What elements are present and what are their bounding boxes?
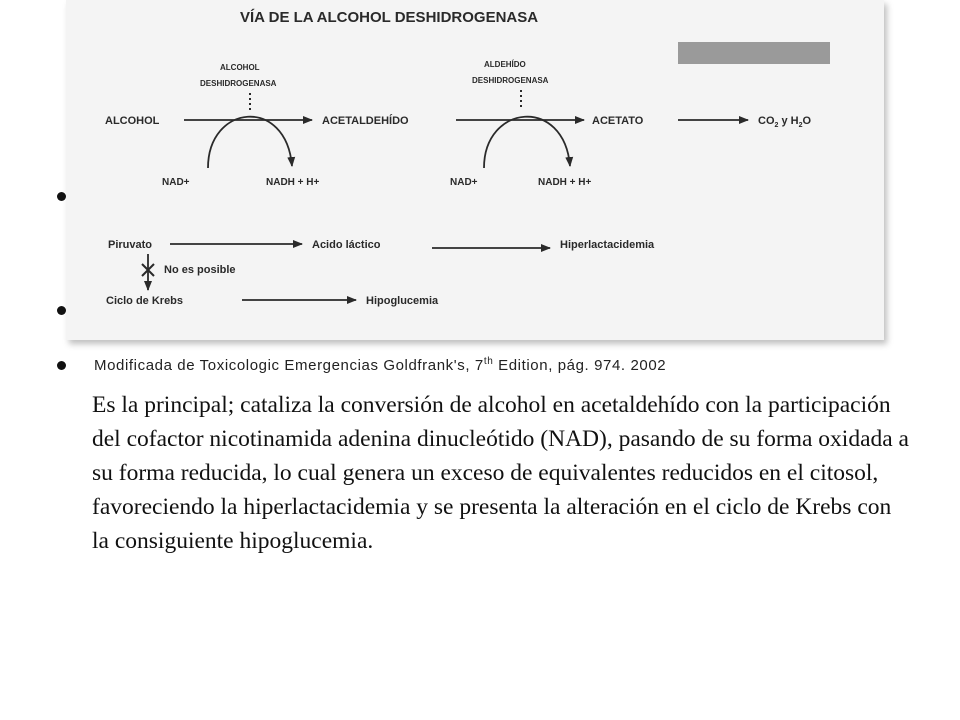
nad-cycle-arrow-2 (484, 117, 570, 168)
node-acetaldehido: ACETALDEHÍDO (322, 115, 409, 127)
pathway-figure (66, 0, 884, 340)
nad-label-1: NAD+ (162, 177, 190, 188)
node-acetato: ACETATO (592, 115, 644, 127)
bullet-1 (57, 192, 66, 201)
enzyme2-line2: DESHIDROGENASA (472, 76, 549, 85)
node-ciclo-de-krebs: Ciclo de Krebs (106, 295, 184, 307)
enzyme2-line1: ALDEHÍDO (484, 60, 526, 69)
node-acido-lactico: Acido láctico (312, 239, 381, 251)
figure-source-note: Modificada de Toxicologic Emergencias Goldfrank's, 7th Edition, pág. 974. 2002 (94, 356, 667, 374)
pathway-diagram (66, 0, 884, 340)
enzyme1-line1: ALCOHOL (220, 63, 260, 72)
block-note: No es posible (164, 264, 236, 276)
bullet-3 (57, 361, 66, 370)
node-piruvato: Piruvato (108, 239, 153, 251)
nad-label-2: NAD+ (450, 177, 478, 188)
node-hipoglucemia: Hipoglucemia (366, 295, 439, 307)
node-alcohol: ALCOHOL (105, 115, 160, 127)
gray-label-bar (678, 42, 830, 64)
node-hiperlactacidemia: Hiperlactacidemia (560, 239, 655, 251)
nadh-label-1: NADH + H+ (266, 177, 320, 188)
nadh-label-2: NADH + H+ (538, 177, 592, 188)
body-paragraph: Es la principal; cataliza la conversión de alcohol en acetaldehído con la participación del cofactor nicotinamida adenina dinucleótido (NAD), pasando de su forma oxidada a su forma reducida, lo cual genera un exceso de equivalentes reducidos en el citosol, favoreciendo la hiperlactacidemia y se presenta la alteración en el ciclo de Krebs con la consiguiente hipoglucemia. (92, 392, 909, 554)
node-co2-h2o: $CO_2$ y $H_2O$ (758, 115, 812, 129)
figure-title: VÍA DE LA ALCOHOL DESHIDROGENASA (240, 9, 539, 26)
bullet-2 (57, 306, 66, 315)
enzyme1-line2: DESHIDROGENASA (200, 79, 277, 88)
nad-cycle-arrow-1 (208, 117, 292, 168)
